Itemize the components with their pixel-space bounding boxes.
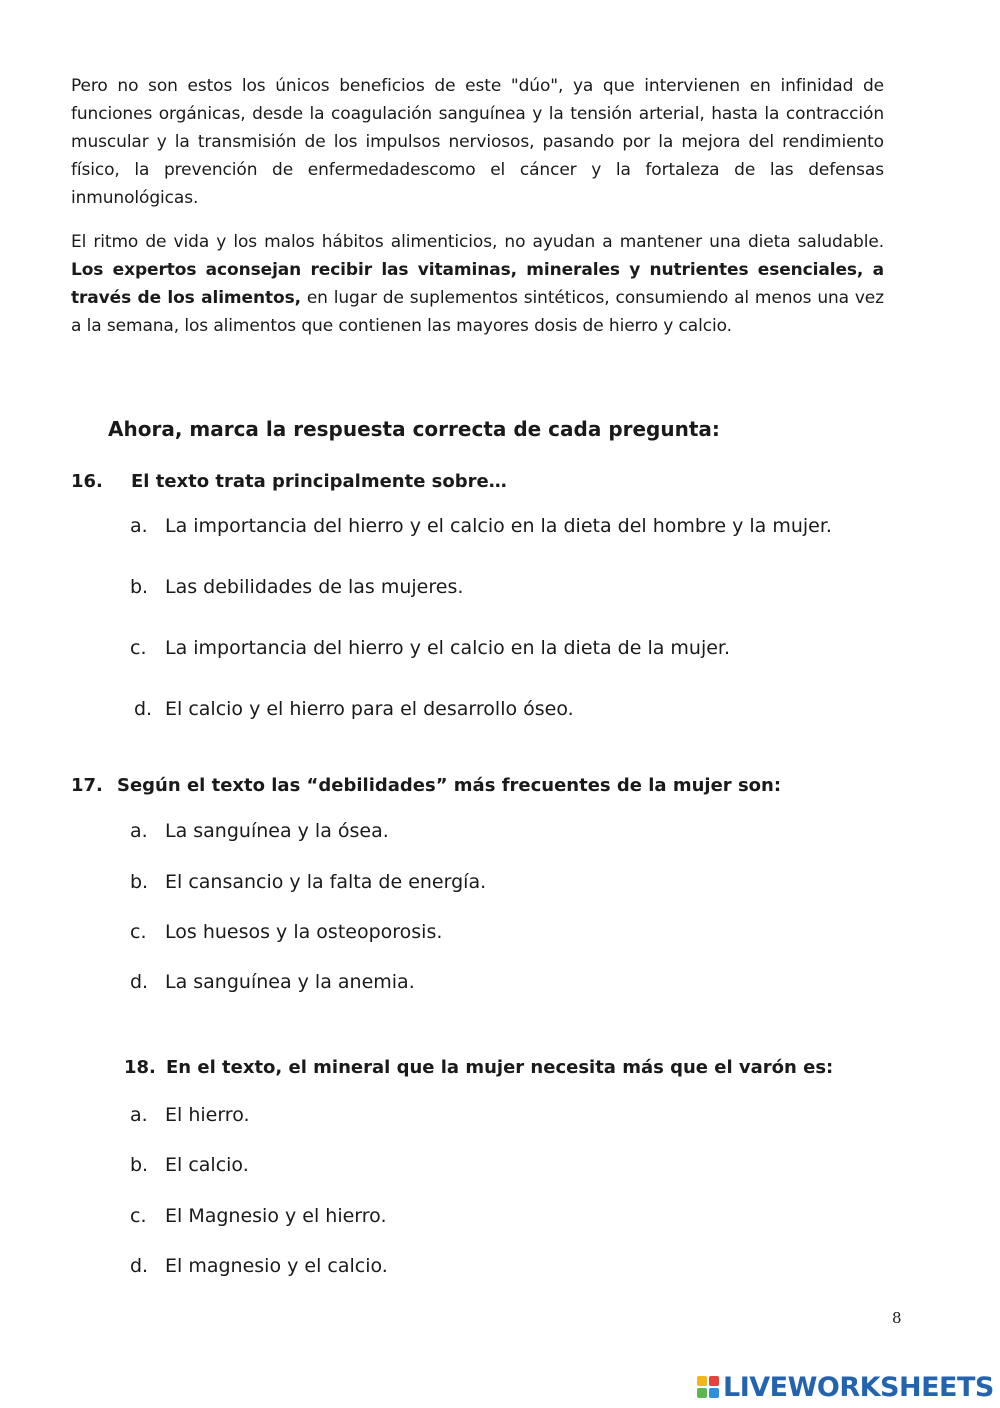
option-letter: a. <box>130 1104 148 1126</box>
option-letter: c. <box>130 921 147 943</box>
logo-mark-square <box>709 1376 719 1386</box>
option-text: El magnesio y el calcio. <box>165 1255 388 1277</box>
option-17b[interactable] <box>130 871 486 893</box>
page-number: 8 <box>892 1309 902 1327</box>
option-letter: a. <box>130 515 148 537</box>
option-letter: d. <box>130 1255 149 1277</box>
liveworksheets-logo[interactable] <box>697 1370 994 1404</box>
option-text: El calcio. <box>165 1154 249 1176</box>
option-letter: a. <box>130 820 148 842</box>
option-16b[interactable] <box>130 576 463 598</box>
option-text: Las debilidades de las mujeres. <box>165 576 464 598</box>
question-prompt: Según el texto las “debilidades” más frecuentes de la mujer son: <box>117 775 782 796</box>
option-text: La importancia del hierro y el calcio en la dieta del hombre y la mujer. <box>165 515 832 537</box>
option-18b[interactable] <box>130 1154 249 1176</box>
question-18-title <box>124 1057 833 1078</box>
option-letter: b. <box>130 576 149 598</box>
option-17d[interactable] <box>130 971 415 993</box>
option-text: La importancia del hierro y el calcio en la dieta de la mujer. <box>165 637 731 659</box>
logo-mark-square <box>697 1376 707 1386</box>
option-text: El cansancio y la falta de energía. <box>165 871 487 893</box>
option-letter: c. <box>130 1205 147 1227</box>
paragraph-experts <box>71 228 884 340</box>
option-text: El Magnesio y el hierro. <box>165 1205 387 1227</box>
option-16c[interactable] <box>130 637 730 659</box>
instruction-heading: Ahora, marca la respuesta correcta de cada pregunta: <box>108 417 720 441</box>
option-letter: b. <box>130 1154 149 1176</box>
logo-mark-square <box>697 1388 707 1398</box>
question-16-title <box>71 471 507 492</box>
option-letter: c. <box>130 637 147 659</box>
question-number: 17. <box>71 775 103 796</box>
question-17-title <box>71 775 781 796</box>
option-text: El calcio y el hierro para el desarrollo óseo. <box>165 698 574 720</box>
option-16a[interactable] <box>130 515 832 537</box>
paragraph-experts-tail: en lugar de suplementos sintéticos, consumiendo al menos una vez a la semana, los alimentos que contienen las mayores dosis de hierro y calcio. <box>71 288 884 336</box>
question-number: 18. <box>124 1057 156 1078</box>
liveworksheets-logo-text: LIVEWORKSHEETS <box>723 1371 994 1403</box>
option-17c[interactable] <box>130 921 442 943</box>
paragraph-experts-lead: El ritmo de vida y los malos hábitos alimenticios, no ayudan a mantener una dieta saludable. <box>71 232 884 252</box>
option-16d[interactable] <box>134 698 574 720</box>
option-text: La sanguínea y la ósea. <box>165 820 389 842</box>
question-number: 16. <box>71 471 103 492</box>
option-18a[interactable] <box>130 1104 250 1126</box>
option-text: El hierro. <box>165 1104 250 1126</box>
option-18c[interactable] <box>130 1205 387 1227</box>
option-18d[interactable] <box>130 1255 388 1277</box>
liveworksheets-logo-icon <box>697 1376 719 1398</box>
logo-mark-square <box>709 1388 719 1398</box>
option-text: Los huesos y la osteoporosis. <box>165 921 443 943</box>
option-17a[interactable] <box>130 820 389 842</box>
question-prompt: El texto trata principalmente sobre… <box>131 471 507 492</box>
question-prompt: En el texto, el mineral que la mujer necesita más que el varón es: <box>166 1057 834 1078</box>
paragraph-benefits: Pero no son estos los únicos beneficios de este "dúo", ya que intervienen en infinidad de funciones orgánicas, desde la coagulación sanguínea y la tensión arterial, hasta la contracción muscular y la transmisión de los impulsos nerviosos, pasando por la mejora del rendimiento físico, la prevención de enfermedadescomo el cáncer y la fortaleza de las defensas inmunológicas. <box>71 76 884 208</box>
option-letter: b. <box>130 871 149 893</box>
paragraph-experts-bold: Los expertos aconsejan recibir las vitaminas, minerales y nutrientes esenciales, a través de los alimentos, <box>71 260 884 308</box>
option-text: La sanguínea y la anemia. <box>165 971 415 993</box>
option-letter: d. <box>134 698 153 720</box>
option-letter: d. <box>130 971 149 993</box>
